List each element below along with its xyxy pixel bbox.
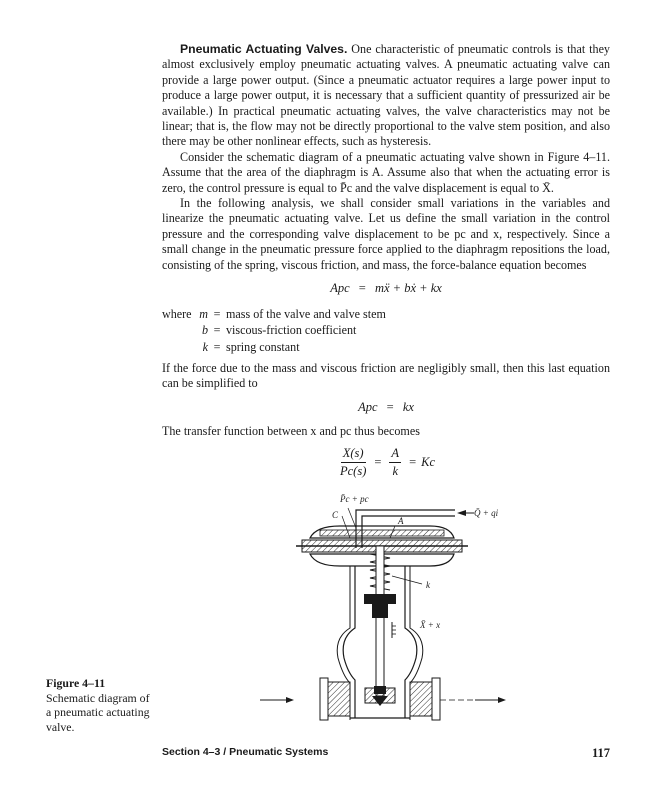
where-row xyxy=(162,339,610,356)
where-row xyxy=(162,322,610,339)
eq1-rhs: mẍ + bẋ + kx xyxy=(374,281,442,296)
where-equals: = xyxy=(213,323,221,337)
equation-simplified xyxy=(162,400,610,415)
paragraph-4: If the force due to the mass and viscous friction are negligibly small, then this last equation can be simplified to xyxy=(162,361,610,391)
where-symbol: b xyxy=(201,323,208,337)
eq2-equals: = xyxy=(386,399,394,414)
where-row xyxy=(162,306,610,323)
valve-stem xyxy=(364,546,396,696)
page-footer xyxy=(162,746,610,761)
fraction-numerator: A xyxy=(389,446,401,463)
eq3-equals-2: = xyxy=(409,454,417,469)
page-number: 117 xyxy=(591,746,610,760)
eq3-rhs: Kc xyxy=(421,454,436,469)
paragraph-1-text: One characteristic of pneumatic controls is that they almost exclusively employ pneumatic actuating valves. A pneumatic actuating valve can provide a large power output. (Since a pneumatic actuator requires a large power input to produce a large power output, it is necessary that a sufficient quantity of pressurized air be available.) In practical pneumatic actuating valves, the valve characteristics may not be linear; that is, the flow may not be directly proportional to the valve stem position, and also there may be other nonlinear effects, such as hysteresis. xyxy=(162,42,610,149)
eq1-equals: = xyxy=(358,281,366,296)
fraction-denominator: k xyxy=(392,464,399,479)
where-desc: mass of the valve and valve stem xyxy=(226,306,386,321)
body-text xyxy=(162,42,610,479)
fraction-denominator: Pc(s) xyxy=(339,464,367,479)
fraction-xs-pcs xyxy=(340,446,366,480)
where-list xyxy=(162,306,610,356)
paragraph-3: In the following analysis, we shall consider small variations in the variables and linearize the pneumatic actuating valve. Let us define the small variation in the control pressure and the corresponding valve displacement to be pc and x, respectively. Since a small change in the pneumatic pressure force applied to the diaphragm repositions the load, consisting of the spring, viscous friction, and mass, the force-balance equation becomes xyxy=(162,196,610,272)
label-k: k xyxy=(426,580,430,590)
where-lead xyxy=(162,322,196,339)
paragraph-2: Consider the schematic diagram of a pneumatic actuating valve shown in Figure 4–11. Assume that the area of the diaphragm is A. Assume also that when the actuating error is zero, the control pressure is equal to P̄c and the valve displacement is equal to X̄. xyxy=(162,149,610,195)
label-pressure: P̄c + pc xyxy=(340,494,369,504)
paragraph-5: The transfer function between x and pc thus becomes xyxy=(162,424,420,439)
where-equals: = xyxy=(213,306,221,321)
where-lead: where xyxy=(162,306,192,321)
fraction-a-k xyxy=(389,446,401,480)
figure-caption-text: Schematic diagram of a pneumatic actuating valve. xyxy=(46,690,150,734)
figure-label: Figure 4–11 xyxy=(46,676,106,690)
eq2-rhs: kx xyxy=(402,399,414,414)
eq2-lhs: Apc xyxy=(358,399,378,414)
label-c: C xyxy=(332,510,339,520)
label-flow: Q̄ + qi xyxy=(474,508,499,518)
equation-force-balance xyxy=(162,281,610,296)
paragraph-1 xyxy=(162,42,610,150)
where-desc: spring constant xyxy=(226,339,300,354)
where-symbol: k xyxy=(202,339,208,354)
where-desc: viscous-friction coefficient xyxy=(226,323,357,337)
where-equals: = xyxy=(213,339,221,354)
footer-section: Section 4–3 / Pneumatic Systems xyxy=(162,746,329,758)
section-heading: Pneumatic Actuating Valves. xyxy=(180,42,348,56)
equation-transfer-function xyxy=(162,446,610,480)
where-symbol: m xyxy=(199,306,208,321)
figure-caption xyxy=(46,676,156,734)
where-lead xyxy=(162,339,196,356)
label-displacement: X̄ + x xyxy=(420,620,441,630)
fraction-numerator: X(s) xyxy=(341,446,366,463)
eq1-lhs: Apc xyxy=(330,281,350,296)
eq3-equals-1: = xyxy=(374,454,382,469)
label-a: A xyxy=(398,516,404,526)
valve-schematic xyxy=(250,488,510,733)
